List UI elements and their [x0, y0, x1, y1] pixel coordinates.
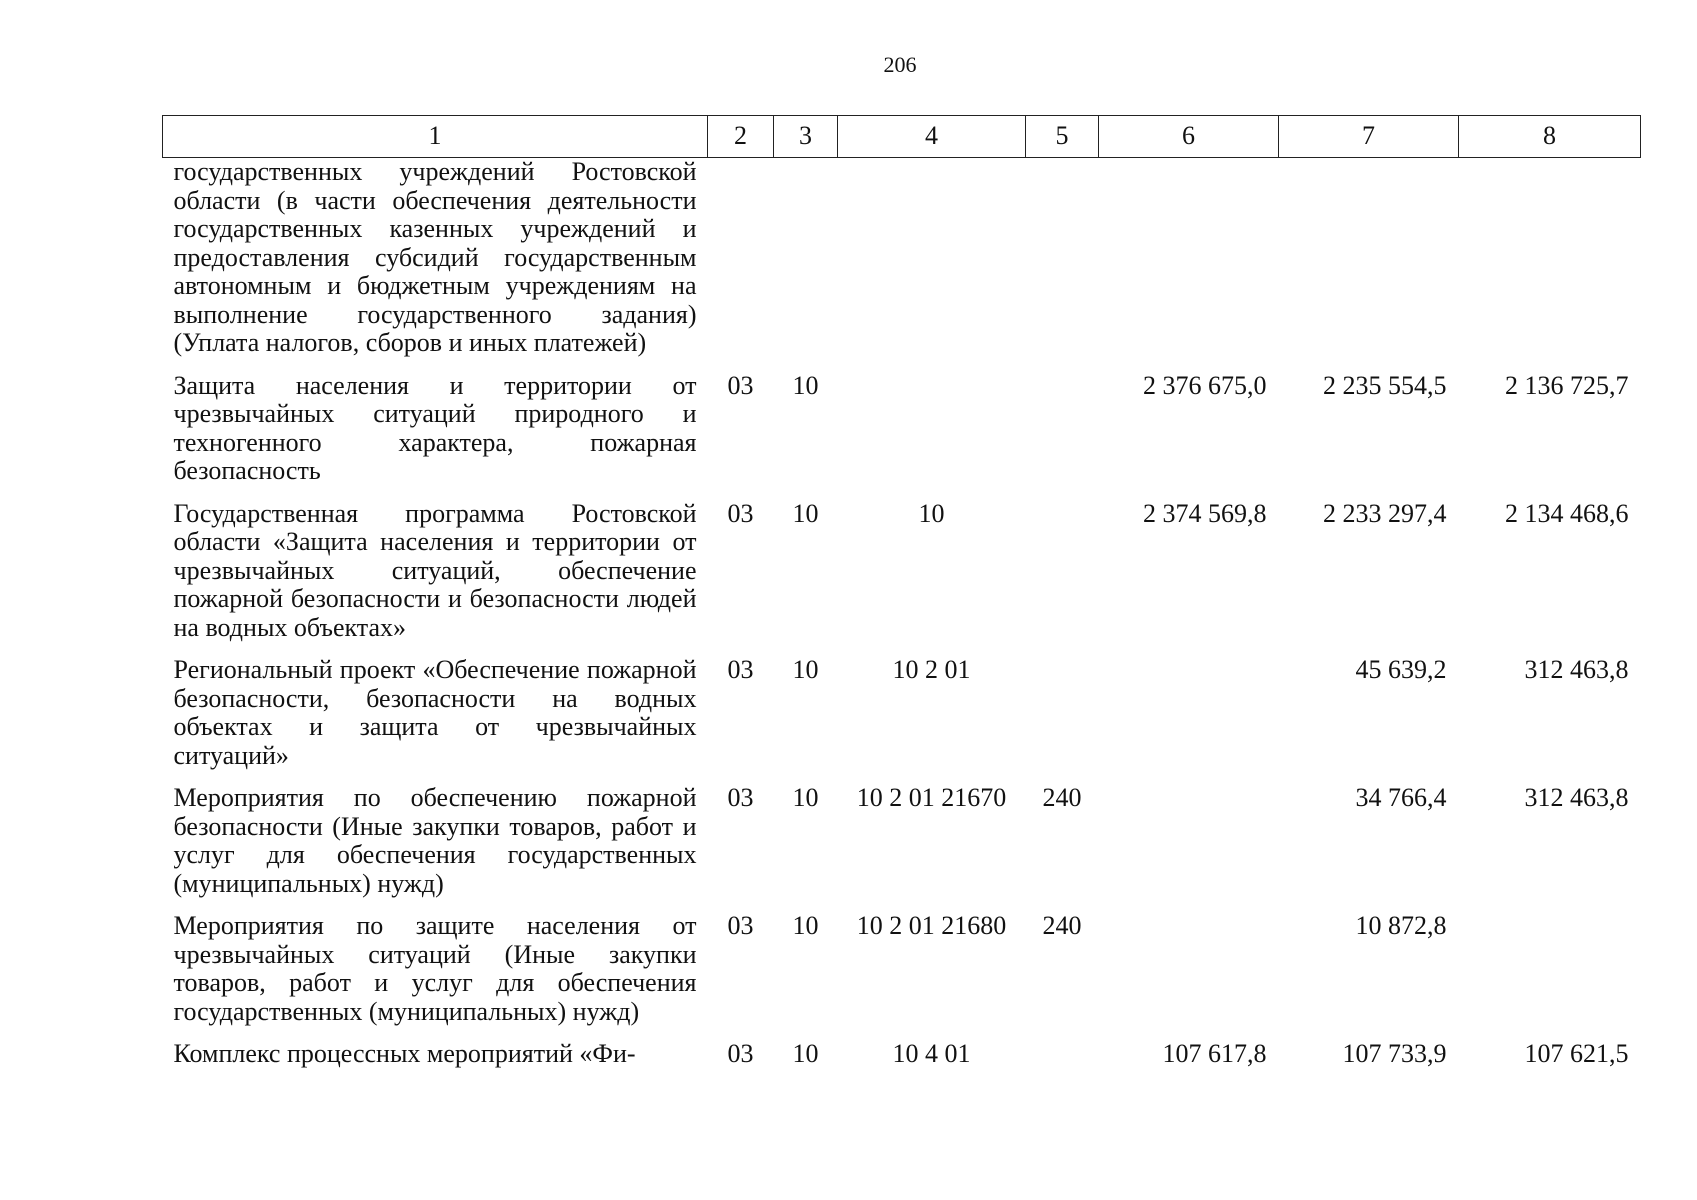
row-subsection: 10 — [792, 370, 819, 400]
row-subsection: 10 — [792, 783, 819, 812]
budget-table — [162, 115, 1641, 1083]
row-subsection: 10 — [792, 1039, 819, 1068]
row-amount-col8: 2 134 468,6 — [1505, 498, 1629, 528]
column-header: 5 — [1026, 116, 1099, 158]
row-expense-type — [1026, 656, 1099, 784]
row-section: 03 — [727, 498, 754, 528]
table-row — [163, 158, 1641, 372]
row-amount-col6 — [1099, 656, 1279, 784]
table-row — [163, 912, 1641, 1040]
row-target-article: 10 2 01 21670 — [856, 783, 1007, 812]
row-expense-type — [1026, 500, 1099, 657]
column-header: 2 — [708, 116, 774, 158]
row-name: Региональный проект «Обеспечение пожарной безопасности, безопасности на водных объектах и защита от чрезвычайных ситуаций» — [173, 655, 697, 770]
row-expense-type — [1026, 1040, 1099, 1083]
row-section: 03 — [727, 911, 754, 940]
header-row — [163, 116, 1641, 158]
column-header: 1 — [163, 116, 708, 158]
row-subsection: 10 — [792, 655, 819, 684]
page-number: 206 — [883, 52, 917, 77]
row-amount-col6 — [1099, 784, 1279, 912]
column-header: 8 — [1459, 116, 1641, 158]
row-name: государственных учреждений Ростовской области (в части обеспечения деятельности государственных казенных учреждений и предоставления субсидий государственным автономным и бюджетным учреждениям на выполнение государственного задания) (Уплата налогов, сборов и иных платежей) — [173, 157, 697, 357]
row-amount-col6: 107 617,8 — [1162, 1039, 1267, 1068]
row-name: Защита населения и территории от чрезвычайных ситуаций природного и техногенного характера, пожарная безопасность — [173, 370, 697, 485]
row-amount-col6 — [1099, 158, 1279, 372]
table-row — [163, 1040, 1641, 1083]
row-amount-col6: 2 374 569,8 — [1143, 498, 1267, 528]
row-section: 03 — [727, 783, 754, 812]
row-amount-col7 — [1279, 158, 1459, 372]
row-name: Комплекс процессных мероприятий «Фи- — [173, 1039, 636, 1068]
row-target-article: 10 4 01 — [892, 1039, 971, 1068]
row-expense-type: 240 — [1042, 911, 1082, 940]
column-header: 7 — [1279, 116, 1459, 158]
row-amount-col7: 45 639,2 — [1355, 655, 1447, 684]
row-section — [708, 158, 774, 372]
row-section: 03 — [727, 1039, 754, 1068]
table-row — [163, 784, 1641, 912]
row-target-article: 10 — [918, 498, 945, 528]
table-row — [163, 656, 1641, 784]
row-amount-col7: 107 733,9 — [1342, 1039, 1447, 1068]
row-expense-type: 240 — [1042, 783, 1082, 812]
row-amount-col7: 2 235 554,5 — [1323, 370, 1447, 400]
row-name: Мероприятия по защите населения от чрезвычайных ситуаций (Иные закупки товаров, работ и услуг для обеспечения государственных (муниципальных) нужд) — [173, 911, 697, 1026]
row-amount-col8: 2 136 725,7 — [1505, 370, 1629, 400]
row-amount-col8 — [1459, 912, 1641, 1040]
row-amount-col6: 2 376 675,0 — [1143, 370, 1267, 400]
row-target-article — [838, 158, 1026, 372]
row-subsection — [774, 158, 838, 372]
table-row — [163, 500, 1641, 657]
row-target-article — [838, 372, 1026, 500]
row-section: 03 — [727, 655, 754, 684]
row-amount-col7: 34 766,4 — [1355, 783, 1447, 812]
row-subsection: 10 — [792, 911, 819, 940]
table-row — [163, 372, 1641, 500]
row-amount-col8: 312 463,8 — [1524, 783, 1629, 812]
column-header: 6 — [1099, 116, 1279, 158]
column-header: 3 — [774, 116, 838, 158]
row-amount-col8: 107 621,5 — [1524, 1039, 1629, 1068]
row-amount-col8 — [1459, 158, 1641, 372]
row-amount-col8: 312 463,8 — [1524, 655, 1629, 684]
row-expense-type — [1026, 158, 1099, 372]
row-amount-col7: 2 233 297,4 — [1323, 498, 1447, 528]
row-name: Государственная программа Ростовской области «Защита населения и территории от чрезвычайных ситуаций, обеспечение пожарной безопасности и безопасности людей на водных объектах» — [173, 498, 697, 642]
row-target-article: 10 2 01 21680 — [856, 911, 1007, 940]
row-target-article: 10 2 01 — [892, 655, 971, 684]
row-amount-col6 — [1099, 912, 1279, 1040]
row-subsection: 10 — [792, 498, 819, 528]
column-header: 4 — [838, 116, 1026, 158]
row-name: Мероприятия по обеспечению пожарной безопасности (Иные закупки товаров, работ и услуг для обеспечения государственных (муниципальных) нужд) — [173, 783, 697, 898]
row-amount-col7: 10 872,8 — [1355, 911, 1447, 940]
row-section: 03 — [727, 370, 754, 400]
row-expense-type — [1026, 372, 1099, 500]
